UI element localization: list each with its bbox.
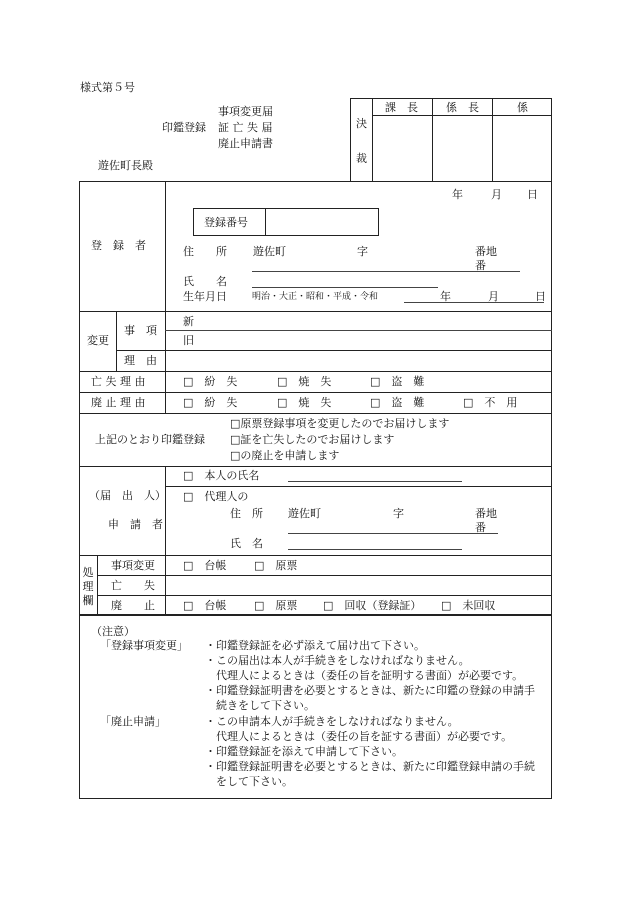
agent-address-town: 遊佐町 [288, 507, 321, 520]
declaration-option-abolish[interactable]: □の廃止を申請します [230, 449, 340, 462]
change-reason-label: 理 由 [124, 354, 157, 367]
addressee: 遊佐町長殿 [98, 159, 153, 172]
processing-change-ledger[interactable]: □ 台帳 [183, 559, 227, 572]
date-year-label: 年 [452, 188, 463, 201]
loss-option-lost[interactable]: □ 紛 失 [183, 375, 238, 388]
abolish-option-stolen[interactable]: □ 盗 難 [370, 396, 425, 409]
agent-address-aza: 字 [393, 507, 404, 520]
notes-abolish-item-2: 代理人によるときは（委任の旨を証する書面）が必要です。 [205, 730, 513, 743]
title-line-loss: 証 亡 失 届 [218, 121, 273, 134]
notes-change-item-5: 続きをして下さい。 [205, 699, 315, 712]
processing-row-loss-label: 亡 失 [111, 579, 155, 592]
change-old-label: 旧 [183, 334, 194, 347]
notes-abolish-item-1: ・この申請本人が手続きをしなければなりません。 [205, 715, 459, 728]
agent-address-line[interactable] [288, 533, 498, 534]
address-line[interactable] [252, 271, 520, 272]
notes-abolish-item-5: をして下さい。 [205, 775, 293, 788]
agent-address-ban: 番 [475, 521, 486, 534]
registration-number-field[interactable] [272, 215, 372, 231]
applicant-self-option[interactable]: □ 本人の氏名 [183, 469, 260, 482]
declaration-option-change[interactable]: □原票登録事項を変更したのでお届けします [230, 417, 450, 430]
change-new-field[interactable] [200, 313, 540, 328]
address-label: 住 所 [183, 245, 227, 258]
processing-abolish-collected[interactable]: □ 回収（登録証） [323, 599, 422, 612]
applicant-label-filer: （届 出 人） [89, 489, 166, 502]
notes-abolish-item-4: ・印鑑登録証明書を必要とするときは、新たに印鑑登録申請の手続 [205, 760, 535, 773]
loss-option-stolen[interactable]: □ 盗 難 [370, 375, 425, 388]
registration-number-label: 登録番号 [204, 216, 248, 229]
approval-col-section-chief: 課 長 [385, 101, 418, 114]
approval-label-bottom: 裁 [356, 152, 367, 165]
birthdate-label: 生年月日 [183, 290, 227, 303]
applicant-self-name-line[interactable] [288, 481, 462, 482]
processing-abolish-ledger[interactable]: □ 台帳 [183, 599, 227, 612]
name-label: 氏 名 [183, 275, 227, 288]
birth-day-label: 日 [535, 290, 546, 303]
notes-heading: （注意） [91, 625, 135, 638]
date-day-label: 日 [527, 188, 538, 201]
title-line-change: 事項変更届 [218, 105, 273, 118]
processing-label: 処理欄 [82, 566, 94, 607]
birthdate-line[interactable] [404, 302, 544, 303]
abolish-option-lost[interactable]: □ 紛 失 [183, 396, 238, 409]
approval-label-top: 決 [356, 117, 367, 130]
processing-abolish-original[interactable]: □ 原票 [254, 599, 298, 612]
declaration-lead: 上記のとおり印鑑登録 [95, 433, 205, 446]
form-number: 様式第５号 [80, 81, 135, 94]
processing-change-original[interactable]: □ 原票 [254, 559, 298, 572]
registrant-label: 登 録 者 [91, 239, 146, 252]
birth-month-label: 月 [488, 290, 499, 303]
approval-col-subsection-chief: 係 長 [446, 101, 479, 114]
change-label: 変更 [87, 334, 109, 347]
abolish-option-unneeded[interactable]: □ 不 用 [463, 396, 518, 409]
notes-abolish-label: 「廃止申請」 [100, 715, 166, 728]
approval-col-staff: 係 [517, 101, 528, 114]
notes-abolish-item-3: ・印鑑登録証を添えて申請して下さい。 [205, 745, 403, 758]
processing-row-change-label: 事項変更 [111, 559, 155, 572]
loss-option-burned[interactable]: □ 焼 失 [277, 375, 332, 388]
change-reason-field[interactable] [180, 352, 540, 368]
title-prefix: 印鑑登録 [162, 121, 206, 134]
address-banchi: 番地 [475, 245, 497, 258]
notes-change-item-3: 代理人によるときは（委任の旨を証明する書面）が必要です。 [205, 669, 524, 682]
change-item-label: 事 項 [124, 324, 157, 337]
notes-change-item-1: ・印鑑登録証を必ず添えて届け出て下さい。 [205, 639, 425, 652]
address-town: 遊佐町 [253, 245, 286, 258]
name-line[interactable] [252, 287, 438, 288]
processing-row-abolish-label: 廃 止 [111, 599, 155, 612]
agent-name-label: 氏 名 [230, 537, 263, 550]
agent-address-label: 住 所 [230, 507, 263, 520]
title-line-abolish: 廃止申請書 [218, 137, 273, 150]
agent-name-line[interactable] [288, 549, 462, 550]
processing-abolish-not-collected[interactable]: □ 未回収 [441, 599, 496, 612]
applicant-label-applicant: 申 請 者 [108, 518, 163, 531]
abolish-reason-label: 廃 止 理 由 [91, 396, 146, 409]
change-old-field[interactable] [200, 332, 540, 347]
loss-reason-label: 亡 失 理 由 [91, 375, 146, 388]
era-options: 明治・大正・昭和・平成・令和 [252, 292, 379, 302]
notes-change-item-4: ・印鑑登録証明書を必要とするときは、新たに印鑑の登録の申請手 [205, 684, 535, 697]
notes-change-label: 「登録事項変更」 [100, 639, 188, 652]
date-month-label: 月 [491, 188, 502, 201]
declaration-option-loss[interactable]: □証を亡失したのでお届けします [230, 433, 395, 446]
address-ban: 番 [475, 259, 486, 272]
address-aza: 字 [357, 245, 368, 258]
notes-change-item-2: ・この届出は本人が手続きをしなければなりません。 [205, 654, 470, 667]
abolish-option-burned[interactable]: □ 焼 失 [277, 396, 332, 409]
applicant-agent-option[interactable]: □ 代理人の [183, 490, 249, 503]
birth-year-label: 年 [440, 290, 451, 303]
agent-address-banchi: 番地 [475, 507, 497, 520]
change-new-label: 新 [183, 315, 194, 328]
